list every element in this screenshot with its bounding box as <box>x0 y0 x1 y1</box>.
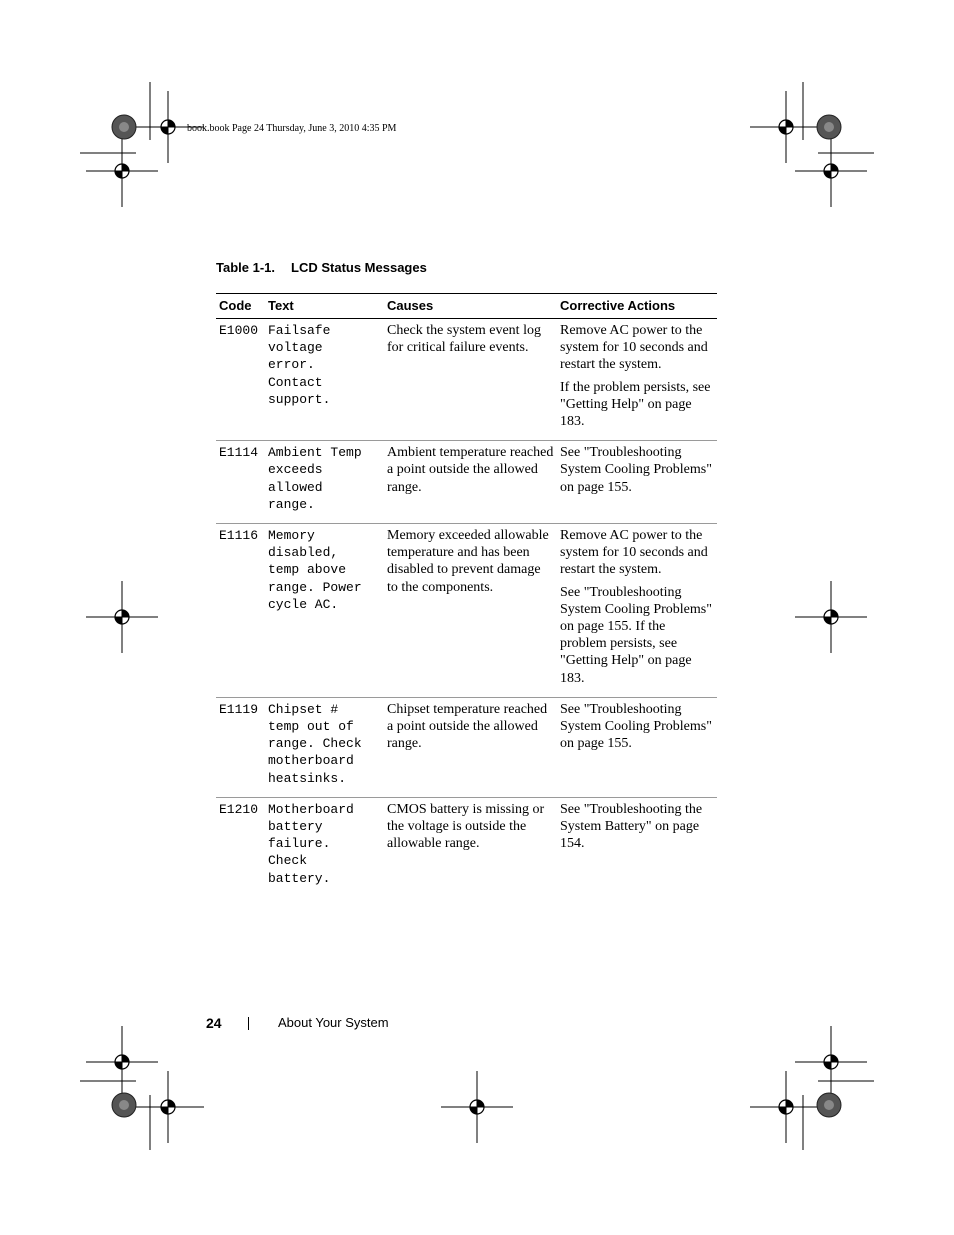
code-cell: E1116 <box>216 524 265 698</box>
action-paragraph: Remove AC power to the system for 10 seconds and restart the system. <box>560 528 708 578</box>
actions-cell <box>557 441 717 524</box>
causes-cell: Chipset temperature reached a point outside the allowed range. <box>384 697 557 797</box>
code-cell: E1114 <box>216 441 265 524</box>
message-text-cell: Failsafe voltage error. Contact support. <box>265 319 384 441</box>
message-text-cell: Ambient Temp exceeds allowed range. <box>265 441 384 524</box>
table-row <box>216 524 717 698</box>
causes-cell: Check the system event log for critical failure events. <box>384 319 557 441</box>
column-header-actions: Corrective Actions <box>557 294 717 319</box>
message-text-cell: Motherboard battery failure. Check battery. <box>268 801 354 886</box>
message-text-cell: Chipset # temp out of range. Check motherboard heatsinks. <box>265 697 384 797</box>
page-number: 24 <box>206 1015 222 1031</box>
causes-cell: CMOS battery is missing or the voltage is outside the allowable range. <box>387 801 545 852</box>
table-row <box>216 697 717 797</box>
column-header-code: Code <box>216 294 265 319</box>
table-row <box>216 797 717 897</box>
table-title: LCD Status Messages <box>291 260 427 275</box>
footer-divider <box>248 1017 249 1030</box>
footer-section-title: About Your System <box>278 1015 389 1030</box>
column-header-text: Text <box>265 294 384 319</box>
action-paragraph: See "Troubleshooting System Cooling Problems" on page 155. <box>560 445 712 495</box>
table-label: Table 1-1. <box>216 260 276 275</box>
action-paragraph: See "Troubleshooting System Cooling Problems" on page 155. <box>560 701 712 752</box>
actions-cell <box>557 697 717 797</box>
action-paragraph: See "Troubleshooting the System Battery" on page 154. <box>560 801 703 852</box>
actions-cell <box>557 797 717 897</box>
causes-cell: Memory exceeded allowable temperature and has been disabled to prevent damage to the components. <box>384 524 557 698</box>
table-row <box>216 441 717 524</box>
code-cell: E1210 <box>219 801 259 817</box>
action-paragraph: Remove AC power to the system for 10 seconds and restart the system. <box>560 323 708 373</box>
table-caption <box>216 260 427 275</box>
actions-cell <box>557 524 717 698</box>
print-header: book.book Page 24 Thursday, June 3, 2010 4:35 PM <box>187 123 397 134</box>
code-cell: E1000 <box>216 319 265 441</box>
action-paragraph: If the problem persists, see "Getting Help" on page 183. <box>560 379 711 430</box>
actions-cell <box>557 319 717 441</box>
table-row <box>216 319 717 441</box>
code-cell: E1119 <box>216 697 265 797</box>
table-header-row <box>216 294 717 319</box>
message-text-cell: Memory disabled, temp above range. Power cycle AC. <box>265 524 384 698</box>
column-header-causes: Causes <box>384 294 557 319</box>
causes-cell: Ambient temperature reached a point outside the allowed range. <box>384 441 557 524</box>
lcd-status-table <box>216 293 717 897</box>
action-paragraph: See "Troubleshooting System Cooling Problems" on page 155. If the problem persists, see "Getting Help" on page 183. <box>560 584 712 686</box>
